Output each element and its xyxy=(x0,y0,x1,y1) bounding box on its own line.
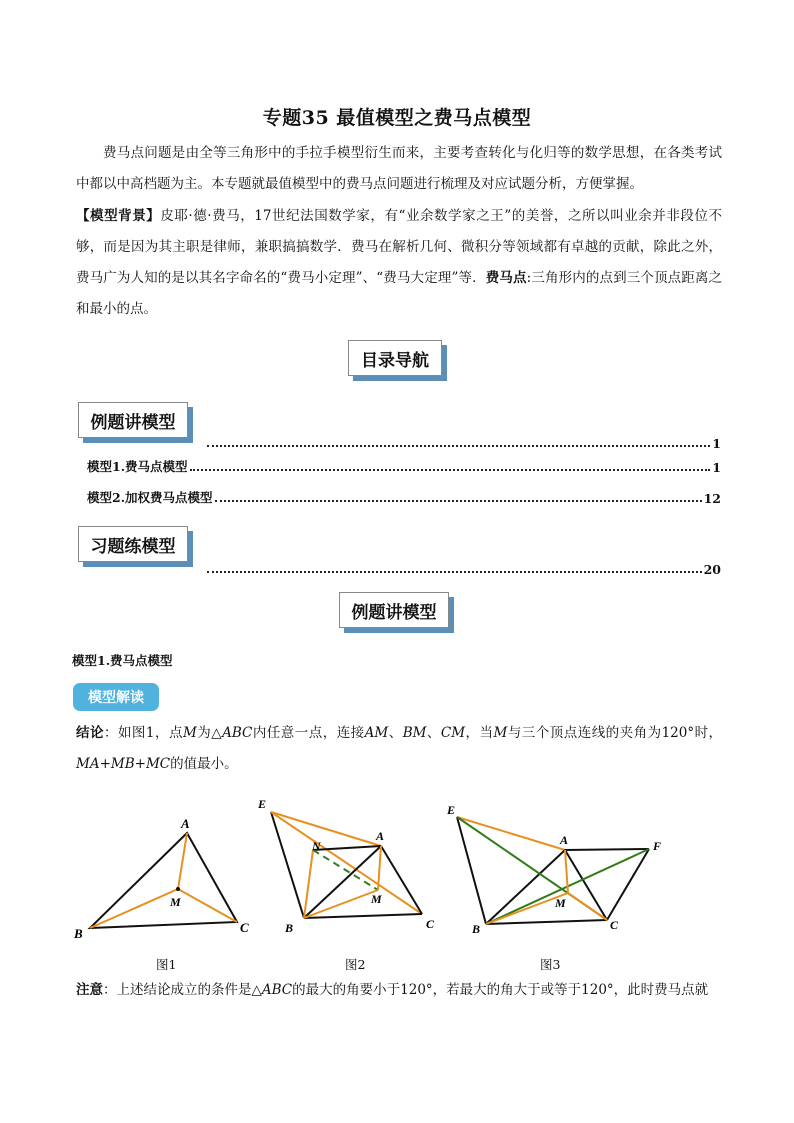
label-n: N xyxy=(312,839,321,853)
segment-bc xyxy=(486,920,607,924)
label-b: B xyxy=(74,926,83,941)
label-b: B xyxy=(285,921,294,935)
triangle-abc xyxy=(90,833,237,928)
segment-ba xyxy=(486,850,565,924)
toc-section-box-exercises[interactable] xyxy=(78,526,188,562)
segment-am xyxy=(378,846,381,890)
segment-nm-dashed xyxy=(313,850,378,890)
segment-bm xyxy=(304,890,378,918)
toc-heading: 目录导航 xyxy=(361,350,429,371)
toc-section-label: 习题练模型 xyxy=(90,536,176,557)
toc-entry[interactable] xyxy=(205,562,721,577)
toc-entry-page: 20 xyxy=(703,562,721,577)
page-title: 专题35 最值模型之费马点模型 xyxy=(262,107,532,129)
segment-cm xyxy=(568,893,607,920)
label-a: A xyxy=(560,833,569,847)
background-label: 【模型背景】 xyxy=(76,208,161,224)
segment-af xyxy=(565,849,649,850)
fermat-term: 费马点 xyxy=(485,270,527,286)
conclusion-text: 与三个顶点连线的夹角为120°时， xyxy=(507,725,723,741)
math-var: BM xyxy=(402,725,427,741)
figure-2-caption: 图2 xyxy=(345,957,366,972)
math-var: MA+MB+MC xyxy=(76,756,171,772)
label-a: A xyxy=(376,829,385,843)
label-m: M xyxy=(555,896,566,910)
label-c: C xyxy=(610,918,619,932)
figure-1-caption: 图1 xyxy=(156,957,177,972)
conclusion-label: 结论 xyxy=(76,725,104,741)
conclusion-paragraph xyxy=(76,718,722,780)
label-m: M xyxy=(170,895,181,909)
toc-leader-dots xyxy=(207,571,702,573)
segment-ea xyxy=(271,812,381,846)
toc-entry-page: 1 xyxy=(712,460,721,475)
toc-entry-page: 12 xyxy=(703,491,721,506)
background-paragraph xyxy=(76,201,722,325)
math-var: AM xyxy=(364,725,389,741)
conclusion-text: 、 xyxy=(388,725,403,741)
label-a: A xyxy=(181,816,190,831)
fermat-definition: 三角形内的点到三个顶点距离之和最小的点。 xyxy=(76,270,723,317)
label-c: C xyxy=(240,920,249,935)
section-heading-box xyxy=(339,592,449,628)
segment-eb xyxy=(271,812,304,918)
segment-bm xyxy=(90,889,178,928)
fermat-term-colon: : xyxy=(526,270,532,286)
conclusion-text: 内任意一点，连接 xyxy=(252,725,365,741)
segment-ba xyxy=(304,846,381,918)
label-f: F xyxy=(653,839,662,853)
math-var: M xyxy=(493,725,508,741)
toc-heading-box xyxy=(348,340,442,376)
math-var: CM xyxy=(440,725,466,741)
conclusion-text: 的值最小。 xyxy=(170,756,238,772)
fermat-figures xyxy=(60,790,740,950)
segment-ac xyxy=(381,846,422,914)
point-m xyxy=(176,887,180,891)
toc-entry-label: 模型2.加权费马点模型 xyxy=(87,490,213,505)
label-e: E xyxy=(258,797,267,811)
note-label: 注意 xyxy=(76,982,103,998)
math-var: ABC xyxy=(222,725,253,741)
figure-3-caption: 图3 xyxy=(540,957,561,972)
toc-leader-dots xyxy=(215,500,702,502)
label-m: M xyxy=(371,892,382,906)
pill-label: 模型解读 xyxy=(88,690,144,706)
background-text: 皮耶·德·费马，17世纪法国数学家，有“业余数学家之王”的美誉，之所以叫业余并非段位不够，而是因为其主职是律师，兼职搞搞数学．费马在解析几何、微积分等领域都有卓越的贡献，除此之外，费马广为人知的是以其名字命名的“费马小定理”、“费马大定理”等． xyxy=(76,208,722,286)
toc-entry[interactable] xyxy=(87,488,721,506)
segment-ec xyxy=(271,812,422,914)
intro-paragraph: 费马点问题是由全等三角形中的手拉手模型衍生而来，主要考查转化与化归等的数学思想，在各类考试中都以中高档题为主。本专题就最值模型中的费马点问题进行梳理及对应试题分析，方便掌握。 xyxy=(76,145,722,192)
section-heading: 例题讲模型 xyxy=(351,602,437,623)
segment-ea xyxy=(457,817,565,850)
toc-entry-label: 模型1.费马点模型 xyxy=(87,459,188,474)
figure-2 xyxy=(257,797,435,935)
note-text: 的最大的角要小于120°，若最大的角大于或等于120°，此时费马点就 xyxy=(292,982,709,998)
segment-bc xyxy=(304,914,422,918)
conclusion-text: 、 xyxy=(426,725,441,741)
toc-section-label: 例题讲模型 xyxy=(90,412,176,433)
math-var: M xyxy=(182,725,197,741)
note-paragraph xyxy=(76,975,722,1006)
toc-leader-dots xyxy=(190,469,711,471)
figure-3 xyxy=(446,803,661,936)
conclusion-text: 为△ xyxy=(196,725,223,741)
model1-title: 模型1.费马点模型 xyxy=(72,653,173,668)
toc-section-box-examples[interactable] xyxy=(78,402,188,438)
model-interpretation-pill xyxy=(73,683,159,711)
math-var: ABC xyxy=(261,982,293,998)
figure-1 xyxy=(73,816,249,941)
conclusion-text: ，当 xyxy=(465,725,494,741)
note-text: ：上述结论成立的条件是△ xyxy=(103,982,262,998)
toc-entry[interactable] xyxy=(87,457,721,475)
segment-bn xyxy=(304,850,313,918)
toc-entry[interactable] xyxy=(205,436,721,451)
label-b: B xyxy=(472,922,481,936)
conclusion-text: ：如图1，点 xyxy=(103,725,183,741)
toc-leader-dots xyxy=(207,445,710,447)
toc-entry-page: 1 xyxy=(712,436,721,451)
label-c: C xyxy=(426,917,435,931)
label-e: E xyxy=(447,803,456,817)
